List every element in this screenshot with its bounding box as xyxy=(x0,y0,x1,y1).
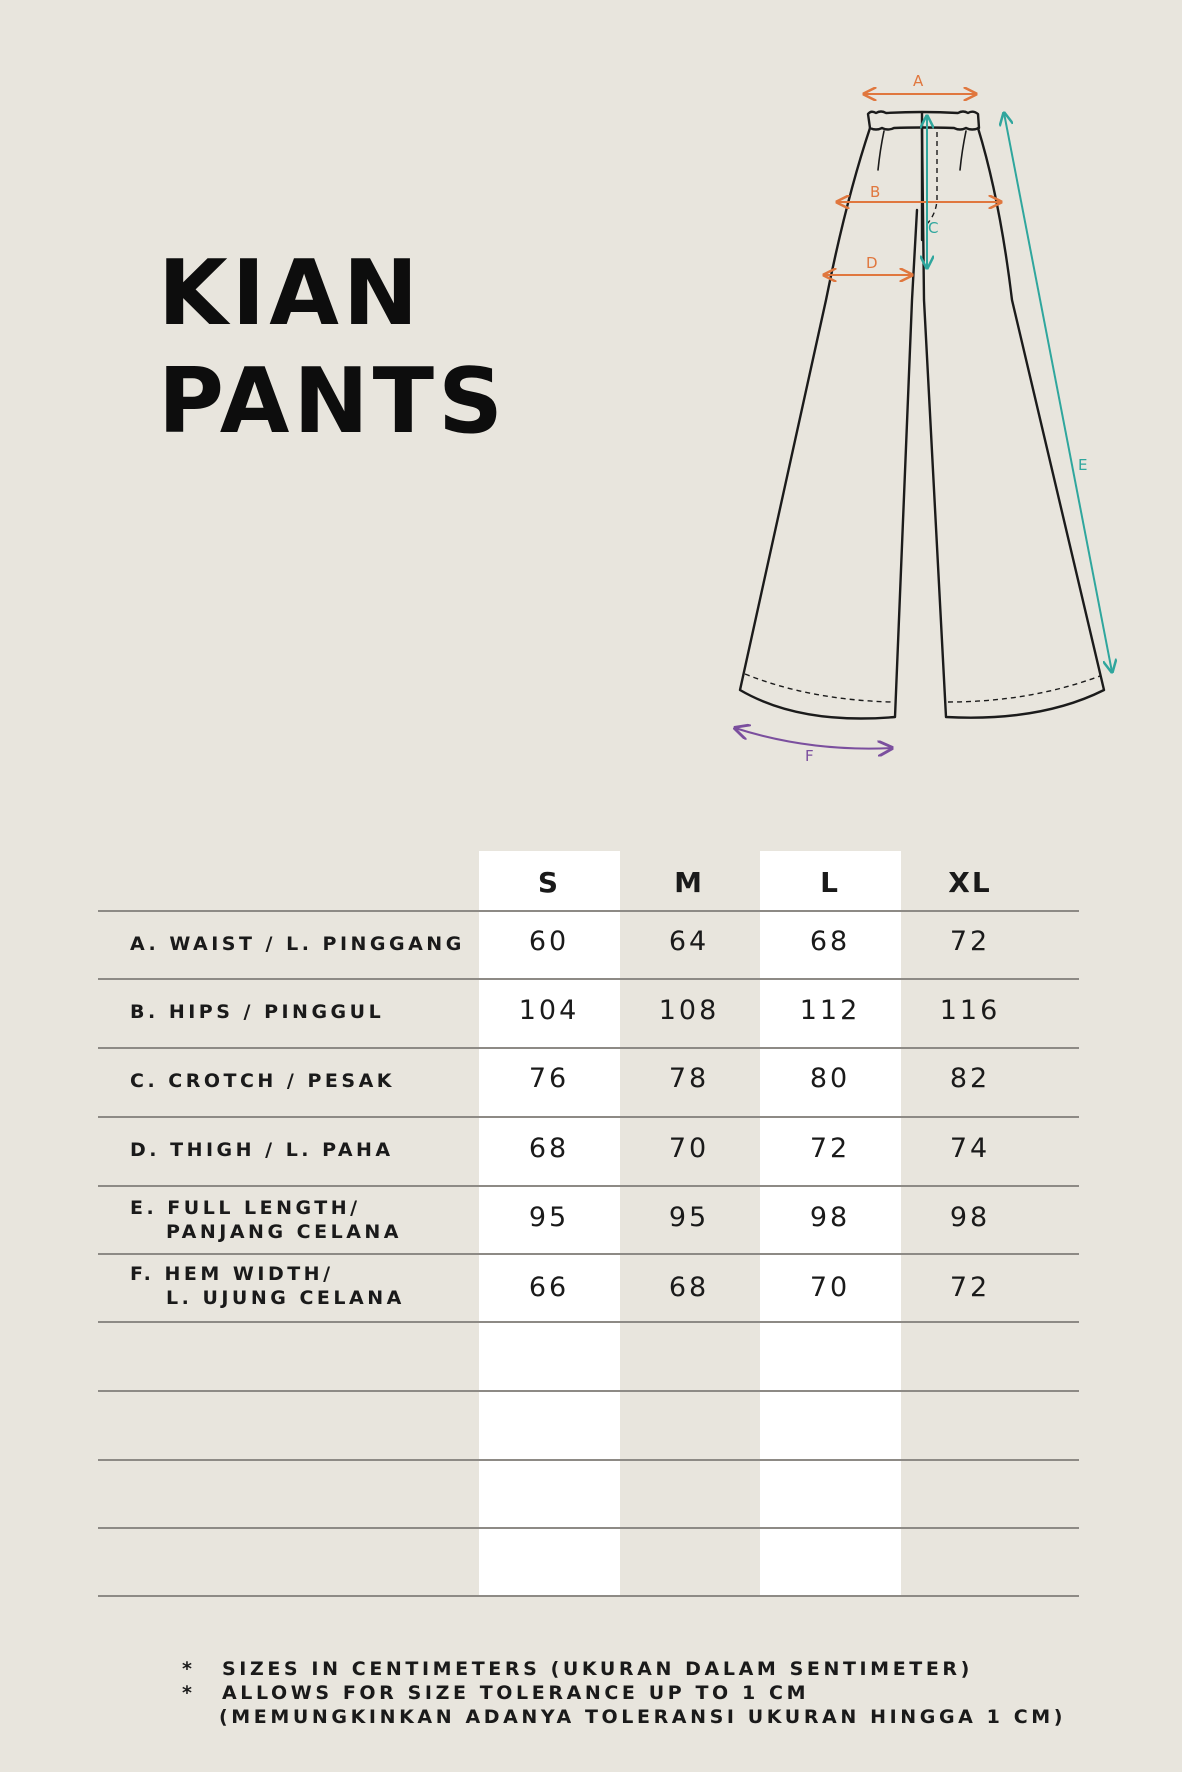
label-a: A xyxy=(913,72,924,90)
row-label-line-2: L. UJUNG CELANA xyxy=(166,1287,405,1309)
table-cell: 112 xyxy=(799,995,861,1026)
table-cell: 95 xyxy=(528,1202,570,1233)
table-cell: 68 xyxy=(809,926,851,957)
table-cell: 82 xyxy=(949,1063,991,1094)
footnote-text: (MEMUNGKINKAN ADANYA TOLERANSI UKURAN HINGGA 1 CM) xyxy=(219,1706,1067,1728)
label-c: C xyxy=(928,219,939,237)
row-label-waist xyxy=(130,933,465,955)
table-divider xyxy=(98,1253,1079,1255)
length-arrow xyxy=(1004,113,1112,672)
table-cell: 78 xyxy=(668,1063,710,1094)
table-divider xyxy=(98,1047,1079,1049)
table-cell: 98 xyxy=(949,1202,991,1233)
row-label-hips xyxy=(130,1001,384,1023)
table-cell: 68 xyxy=(668,1272,710,1303)
column-header-l: L xyxy=(820,866,840,899)
table-cell: 72 xyxy=(809,1133,851,1164)
table-cell: 95 xyxy=(668,1202,710,1233)
label-d: D xyxy=(866,254,878,272)
table-cell: 72 xyxy=(949,926,991,957)
table-cell: 70 xyxy=(668,1133,710,1164)
table-cell: 70 xyxy=(809,1272,851,1303)
footnote-bullet: * xyxy=(182,1682,196,1704)
row-label-line: B. HIPS / PINGGUL xyxy=(130,1001,385,1023)
table-cell: 72 xyxy=(949,1272,991,1303)
row-label-line: F. HEM WIDTH/ xyxy=(130,1263,334,1285)
table-divider xyxy=(98,1459,1079,1461)
row-label-full-length xyxy=(130,1196,402,1244)
footnotes xyxy=(182,1657,1066,1729)
footnote-bullet: * xyxy=(182,1658,196,1680)
table-divider xyxy=(98,1116,1079,1118)
table-cell: 74 xyxy=(949,1133,991,1164)
row-label-crotch xyxy=(130,1070,395,1092)
footnote-2 xyxy=(182,1681,1066,1705)
footnote-text: SIZES IN CENTIMETERS (UKURAN DALAM SENTIMETER) xyxy=(222,1658,973,1680)
title-line-2: PANTS xyxy=(158,349,507,454)
table-cell: 108 xyxy=(658,995,720,1026)
table-divider xyxy=(98,910,1079,912)
table-cell: 76 xyxy=(528,1063,570,1094)
label-b: B xyxy=(870,183,881,201)
row-label-line: E. FULL LENGTH/ xyxy=(130,1197,361,1219)
hem-arrow xyxy=(735,728,892,749)
table-cell: 116 xyxy=(939,995,1001,1026)
label-f: F xyxy=(805,747,814,765)
pants-measurement-diagram xyxy=(0,0,1182,780)
table-divider xyxy=(98,1527,1079,1529)
table-divider xyxy=(98,1390,1079,1392)
title-line-1: KIAN xyxy=(158,241,423,346)
column-header-m: M xyxy=(674,866,704,899)
table-cell: 68 xyxy=(528,1133,570,1164)
table-divider xyxy=(98,978,1079,980)
footnote-1 xyxy=(182,1657,1066,1681)
table-cell: 60 xyxy=(528,926,570,957)
table-divider xyxy=(98,1321,1079,1323)
row-label-line: D. THIGH / L. PAHA xyxy=(130,1139,394,1161)
table-cell: 104 xyxy=(518,995,580,1026)
table-cell: 66 xyxy=(528,1272,570,1303)
label-e: E xyxy=(1078,456,1088,474)
row-label-line: C. CROTCH / PESAK xyxy=(130,1070,395,1092)
table-cell: 64 xyxy=(668,926,710,957)
table-cell: 80 xyxy=(809,1063,851,1094)
footnote-2-translation xyxy=(182,1705,1066,1729)
row-label-thigh xyxy=(130,1139,394,1161)
column-header-s: S xyxy=(537,866,561,899)
table-divider xyxy=(98,1185,1079,1187)
row-label-hem-width xyxy=(130,1262,405,1310)
footnote-text: ALLOWS FOR SIZE TOLERANCE UP TO 1 CM xyxy=(222,1682,810,1704)
row-label-line: A. WAIST / L. PINGGANG xyxy=(130,933,465,955)
table-cell: 98 xyxy=(809,1202,851,1233)
row-label-line-2: PANJANG CELANA xyxy=(166,1221,403,1243)
column-header-xl: XL xyxy=(948,866,992,899)
table-divider xyxy=(98,1595,1079,1597)
